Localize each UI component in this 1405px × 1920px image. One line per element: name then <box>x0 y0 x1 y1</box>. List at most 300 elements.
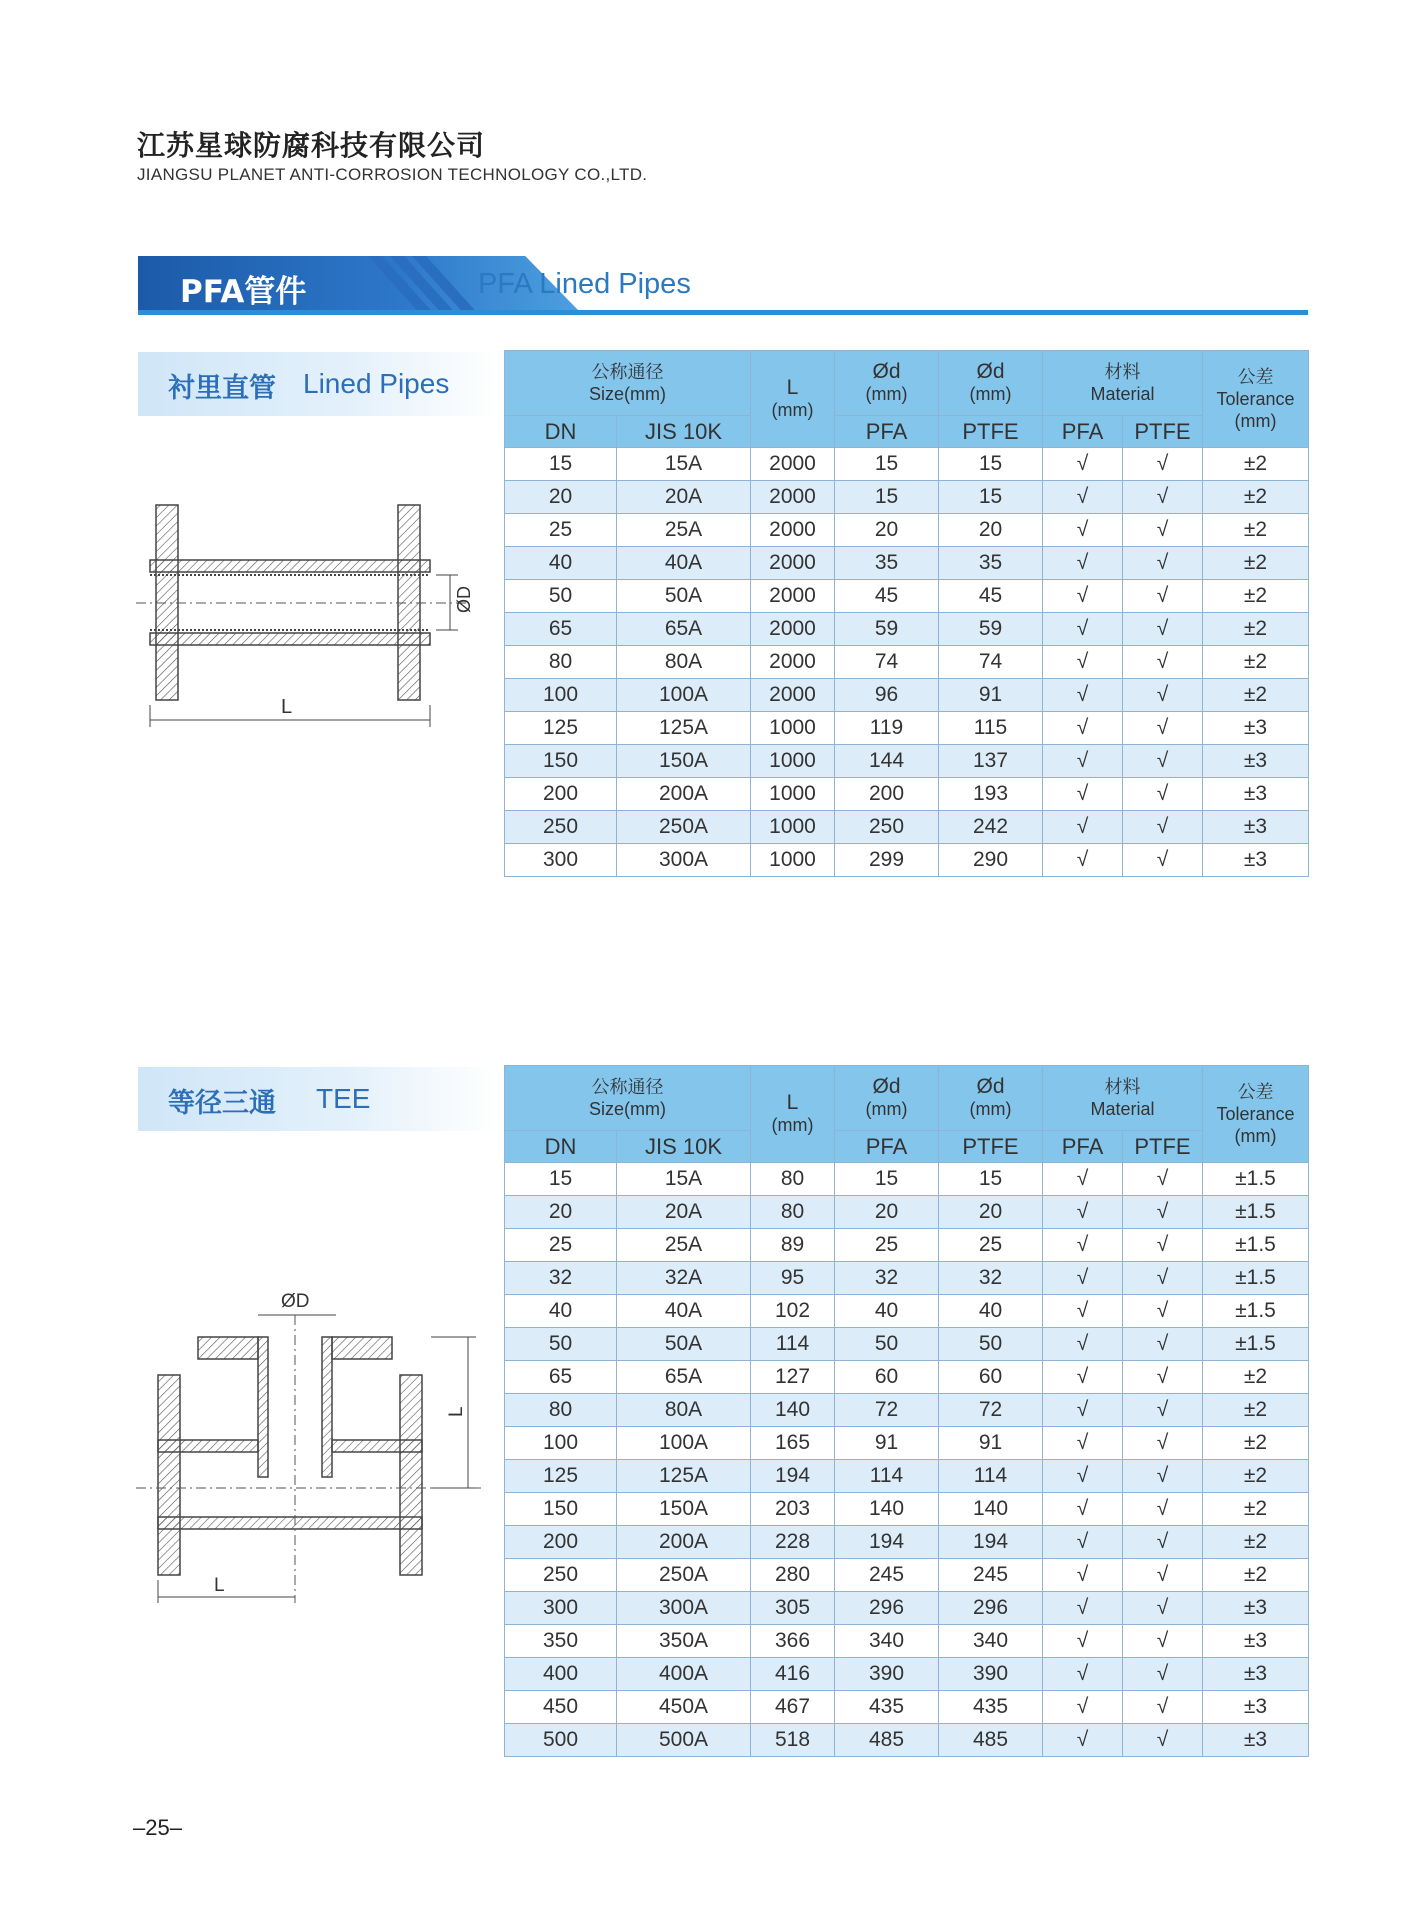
jis-cell: 400A <box>617 1658 751 1691</box>
jis-cell: 80A <box>617 1394 751 1427</box>
od-header-unit: (mm) <box>969 1099 1012 1119</box>
tolerance-cell: ±3 <box>1203 1658 1309 1691</box>
jis-cell: 15A <box>617 448 751 481</box>
lined-pipes-table <box>504 350 1309 877</box>
material-pfa-subheader: PFA <box>1043 416 1123 448</box>
table-row <box>505 1592 1309 1625</box>
jis-cell: 250A <box>617 1559 751 1592</box>
banner-title: PFA管件 <box>180 274 307 310</box>
od-ptfe-cell: 35 <box>939 547 1043 580</box>
tolerance-cell: ±3 <box>1203 844 1309 877</box>
dn-cell: 300 <box>505 1592 617 1625</box>
od-pfa-cell: 96 <box>835 679 939 712</box>
jis-cell: 20A <box>617 481 751 514</box>
od-pfa-cell: 72 <box>835 1394 939 1427</box>
material-ptfe-cell: √ <box>1123 1559 1203 1592</box>
dn-cell: 500 <box>505 1724 617 1757</box>
dn-cell: 65 <box>505 1361 617 1394</box>
material-pfa-cell: √ <box>1043 1625 1123 1658</box>
od-pfa-cell: 15 <box>835 448 939 481</box>
dn-cell: 20 <box>505 481 617 514</box>
tolerance-cell: ±2 <box>1203 1394 1309 1427</box>
size-header <box>505 351 751 416</box>
table-row <box>505 1394 1309 1427</box>
dn-cell: 200 <box>505 778 617 811</box>
table-row <box>505 1229 1309 1262</box>
length-cell: 1000 <box>751 844 835 877</box>
table-row <box>505 1526 1309 1559</box>
tolerance-cell: ±3 <box>1203 745 1309 778</box>
tee-drawing <box>136 1285 486 1605</box>
section-label-en: Lined Pipes <box>303 368 450 399</box>
tolerance-header <box>1203 1066 1309 1163</box>
dn-cell: 80 <box>505 646 617 679</box>
size-header-cn: 公称通径 <box>591 362 664 382</box>
material-pfa-cell: √ <box>1043 1361 1123 1394</box>
dn-cell: 200 <box>505 1526 617 1559</box>
material-ptfe-cell: √ <box>1123 1724 1203 1757</box>
table-row <box>505 712 1309 745</box>
length-cell: 203 <box>751 1493 835 1526</box>
length-cell: 2000 <box>751 679 835 712</box>
material-pfa-cell: √ <box>1043 646 1123 679</box>
od-ptfe-cell: 290 <box>939 844 1043 877</box>
material-ptfe-cell: √ <box>1123 1460 1203 1493</box>
tolerance-cell: ±2 <box>1203 1559 1309 1592</box>
table-row <box>505 1658 1309 1691</box>
od-ptfe-cell: 50 <box>939 1328 1043 1361</box>
tolerance-header-unit: (mm) <box>1234 1126 1277 1146</box>
length-cell: 2000 <box>751 481 835 514</box>
length-cell: 305 <box>751 1592 835 1625</box>
od-ptfe-cell: 32 <box>939 1262 1043 1295</box>
jis-cell: 65A <box>617 1361 751 1394</box>
table-row <box>505 580 1309 613</box>
od-header-label: Ød <box>976 360 1005 383</box>
tolerance-cell: ±3 <box>1203 1592 1309 1625</box>
length-cell: 1000 <box>751 745 835 778</box>
table-row <box>505 613 1309 646</box>
dn-cell: 32 <box>505 1262 617 1295</box>
od-pfa-cell: 144 <box>835 745 939 778</box>
od-pfa-cell: 245 <box>835 1559 939 1592</box>
length-cell: 114 <box>751 1328 835 1361</box>
table-row <box>505 1196 1309 1229</box>
length-label-horizontal: L <box>214 1575 225 1596</box>
material-pfa-cell: √ <box>1043 745 1123 778</box>
length-cell: 2000 <box>751 448 835 481</box>
tolerance-cell: ±1.5 <box>1203 1196 1309 1229</box>
table-row <box>505 679 1309 712</box>
section-label-en: TEE <box>316 1083 371 1114</box>
length-header-label: L <box>786 1091 799 1114</box>
od-ptfe-cell: 194 <box>939 1526 1043 1559</box>
jis-cell: 40A <box>617 547 751 580</box>
material-ptfe-cell: √ <box>1123 679 1203 712</box>
dn-cell: 125 <box>505 1460 617 1493</box>
section-banner <box>138 256 1308 318</box>
od-pfa-cell: 296 <box>835 1592 939 1625</box>
length-cell: 89 <box>751 1229 835 1262</box>
od-pfa-subheader: PFA <box>835 1131 939 1163</box>
tolerance-cell: ±2 <box>1203 514 1309 547</box>
od-pfa-cell: 15 <box>835 481 939 514</box>
length-cell: 366 <box>751 1625 835 1658</box>
material-pfa-cell: √ <box>1043 514 1123 547</box>
od-ptfe-subheader: PTFE <box>939 1131 1043 1163</box>
material-pfa-cell: √ <box>1043 613 1123 646</box>
od-ptfe-cell: 91 <box>939 679 1043 712</box>
material-ptfe-cell: √ <box>1123 514 1203 547</box>
od-ptfe-cell: 296 <box>939 1592 1043 1625</box>
tolerance-cell: ±1.5 <box>1203 1295 1309 1328</box>
company-name-cn: 江苏星球防腐科技有限公司 <box>137 129 486 162</box>
dn-cell: 50 <box>505 1328 617 1361</box>
length-header <box>751 351 835 448</box>
tolerance-cell: ±2 <box>1203 547 1309 580</box>
material-ptfe-cell: √ <box>1123 1427 1203 1460</box>
section-label-cn: 等径三通 <box>168 1088 276 1119</box>
material-header-en: Material <box>1090 1099 1155 1119</box>
material-pfa-cell: √ <box>1043 1427 1123 1460</box>
tolerance-header-unit: (mm) <box>1234 411 1277 431</box>
tolerance-header-cn: 公差 <box>1237 367 1274 387</box>
material-pfa-cell: √ <box>1043 811 1123 844</box>
tolerance-cell: ±2 <box>1203 1361 1309 1394</box>
length-cell: 1000 <box>751 712 835 745</box>
material-ptfe-cell: √ <box>1123 844 1203 877</box>
od-pfa-cell: 20 <box>835 514 939 547</box>
tolerance-header-en: Tolerance <box>1216 1104 1295 1124</box>
material-pfa-cell: √ <box>1043 712 1123 745</box>
length-cell: 95 <box>751 1262 835 1295</box>
tolerance-cell: ±1.5 <box>1203 1163 1309 1196</box>
material-ptfe-cell: √ <box>1123 1229 1203 1262</box>
tolerance-header-cn: 公差 <box>1237 1082 1274 1102</box>
material-ptfe-cell: √ <box>1123 613 1203 646</box>
material-ptfe-cell: √ <box>1123 1592 1203 1625</box>
length-cell: 1000 <box>751 811 835 844</box>
dn-cell: 250 <box>505 1559 617 1592</box>
od-ptfe-cell: 115 <box>939 712 1043 745</box>
od-ptfe-cell: 45 <box>939 580 1043 613</box>
table-row <box>505 1724 1309 1757</box>
tolerance-cell: ±1.5 <box>1203 1262 1309 1295</box>
length-cell: 416 <box>751 1658 835 1691</box>
material-header-cn: 材料 <box>1104 1077 1141 1097</box>
material-pfa-cell: √ <box>1043 1262 1123 1295</box>
od-pfa-cell: 194 <box>835 1526 939 1559</box>
dn-cell: 100 <box>505 1427 617 1460</box>
od-pfa-cell: 299 <box>835 844 939 877</box>
table-row <box>505 1460 1309 1493</box>
length-header-unit: (mm) <box>771 400 814 420</box>
tolerance-cell: ±2 <box>1203 1460 1309 1493</box>
jis-cell: 250A <box>617 811 751 844</box>
material-pfa-cell: √ <box>1043 448 1123 481</box>
tolerance-cell: ±2 <box>1203 448 1309 481</box>
tolerance-cell: ±3 <box>1203 712 1309 745</box>
od-pfa-cell: 390 <box>835 1658 939 1691</box>
size-header-cn: 公称通径 <box>591 1077 664 1097</box>
material-ptfe-cell: √ <box>1123 745 1203 778</box>
length-cell: 165 <box>751 1427 835 1460</box>
tolerance-cell: ±3 <box>1203 1625 1309 1658</box>
od-pfa-cell: 340 <box>835 1625 939 1658</box>
od-pfa-cell: 45 <box>835 580 939 613</box>
table-row <box>505 1691 1309 1724</box>
length-header-label: L <box>786 376 799 399</box>
jis-cell: 40A <box>617 1295 751 1328</box>
table-body <box>505 1163 1309 1757</box>
od-pfa-header <box>835 351 939 416</box>
material-ptfe-cell: √ <box>1123 1196 1203 1229</box>
dn-cell: 350 <box>505 1625 617 1658</box>
length-cell: 467 <box>751 1691 835 1724</box>
section-label-tee <box>138 1067 498 1131</box>
od-ptfe-cell: 137 <box>939 745 1043 778</box>
material-pfa-cell: √ <box>1043 1394 1123 1427</box>
material-ptfe-cell: √ <box>1123 778 1203 811</box>
od-ptfe-cell: 15 <box>939 481 1043 514</box>
table-row <box>505 1328 1309 1361</box>
material-pfa-cell: √ <box>1043 1724 1123 1757</box>
od-ptfe-cell: 242 <box>939 811 1043 844</box>
od-pfa-cell: 20 <box>835 1196 939 1229</box>
tolerance-cell: ±2 <box>1203 1493 1309 1526</box>
table-header-row <box>505 351 1309 416</box>
od-header-label: Ød <box>872 1075 901 1098</box>
jis-cell: 80A <box>617 646 751 679</box>
jis-cell: 125A <box>617 712 751 745</box>
jis-cell: 100A <box>617 1427 751 1460</box>
od-header-label: Ød <box>872 360 901 383</box>
od-header-label: Ød <box>976 1075 1005 1098</box>
dn-cell: 400 <box>505 1658 617 1691</box>
length-cell: 2000 <box>751 514 835 547</box>
material-ptfe-cell: √ <box>1123 481 1203 514</box>
material-pfa-cell: √ <box>1043 1295 1123 1328</box>
jis-cell: 350A <box>617 1625 751 1658</box>
tolerance-cell: ±2 <box>1203 646 1309 679</box>
table-row <box>505 1559 1309 1592</box>
od-pfa-cell: 435 <box>835 1691 939 1724</box>
material-ptfe-cell: √ <box>1123 580 1203 613</box>
length-cell: 2000 <box>751 613 835 646</box>
section-label-cn: 衬里直管 <box>168 373 276 404</box>
table-row <box>505 745 1309 778</box>
material-ptfe-cell: √ <box>1123 1394 1203 1427</box>
od-ptfe-header <box>939 1066 1043 1131</box>
dn-cell: 65 <box>505 613 617 646</box>
length-cell: 80 <box>751 1163 835 1196</box>
od-ptfe-cell: 435 <box>939 1691 1043 1724</box>
table-row <box>505 1262 1309 1295</box>
length-cell: 228 <box>751 1526 835 1559</box>
material-ptfe-cell: √ <box>1123 1526 1203 1559</box>
material-ptfe-cell: √ <box>1123 448 1203 481</box>
od-ptfe-cell: 59 <box>939 613 1043 646</box>
od-ptfe-cell: 15 <box>939 448 1043 481</box>
material-pfa-cell: √ <box>1043 1196 1123 1229</box>
od-ptfe-cell: 74 <box>939 646 1043 679</box>
od-ptfe-cell: 193 <box>939 778 1043 811</box>
jis-header: JIS 10K <box>617 1131 751 1163</box>
dn-cell: 100 <box>505 679 617 712</box>
banner-underline <box>138 310 1308 315</box>
material-pfa-cell: √ <box>1043 1592 1123 1625</box>
table-row <box>505 547 1309 580</box>
length-cell: 1000 <box>751 778 835 811</box>
od-ptfe-cell: 114 <box>939 1460 1043 1493</box>
tolerance-cell: ±2 <box>1203 679 1309 712</box>
jis-cell: 25A <box>617 1229 751 1262</box>
length-cell: 518 <box>751 1724 835 1757</box>
size-header <box>505 1066 751 1131</box>
jis-cell: 450A <box>617 1691 751 1724</box>
material-pfa-cell: √ <box>1043 1493 1123 1526</box>
od-header-unit: (mm) <box>865 384 908 404</box>
od-pfa-cell: 91 <box>835 1427 939 1460</box>
table-row <box>505 481 1309 514</box>
length-header-unit: (mm) <box>771 1115 814 1135</box>
dn-cell: 40 <box>505 547 617 580</box>
jis-header: JIS 10K <box>617 416 751 448</box>
material-header <box>1043 351 1203 416</box>
length-cell: 102 <box>751 1295 835 1328</box>
od-pfa-cell: 140 <box>835 1493 939 1526</box>
length-cell: 127 <box>751 1361 835 1394</box>
od-pfa-cell: 74 <box>835 646 939 679</box>
dn-cell: 50 <box>505 580 617 613</box>
material-pfa-cell: √ <box>1043 1229 1123 1262</box>
table-header-row <box>505 1066 1309 1131</box>
table-body <box>505 448 1309 877</box>
material-pfa-cell: √ <box>1043 547 1123 580</box>
material-ptfe-subheader: PTFE <box>1123 416 1203 448</box>
od-header-unit: (mm) <box>865 1099 908 1119</box>
jis-cell: 500A <box>617 1724 751 1757</box>
material-pfa-subheader: PFA <box>1043 1131 1123 1163</box>
length-cell: 80 <box>751 1196 835 1229</box>
dn-cell: 25 <box>505 1229 617 1262</box>
length-cell: 2000 <box>751 580 835 613</box>
jis-cell: 150A <box>617 745 751 778</box>
jis-cell: 150A <box>617 1493 751 1526</box>
length-label-vertical: L <box>446 1406 467 1417</box>
material-ptfe-subheader: PTFE <box>1123 1131 1203 1163</box>
od-pfa-subheader: PFA <box>835 416 939 448</box>
od-pfa-cell: 60 <box>835 1361 939 1394</box>
dn-header: DN <box>505 1131 617 1163</box>
od-pfa-header <box>835 1066 939 1131</box>
od-pfa-cell: 32 <box>835 1262 939 1295</box>
od-pfa-cell: 114 <box>835 1460 939 1493</box>
material-pfa-cell: √ <box>1043 1328 1123 1361</box>
dn-cell: 150 <box>505 1493 617 1526</box>
jis-cell: 32A <box>617 1262 751 1295</box>
od-pfa-cell: 59 <box>835 613 939 646</box>
od-header-unit: (mm) <box>969 384 1012 404</box>
tolerance-header-en: Tolerance <box>1216 389 1295 409</box>
material-pfa-cell: √ <box>1043 1460 1123 1493</box>
od-ptfe-cell: 140 <box>939 1493 1043 1526</box>
od-ptfe-cell: 60 <box>939 1361 1043 1394</box>
table-row <box>505 1427 1309 1460</box>
table-row <box>505 1295 1309 1328</box>
table-row <box>505 1625 1309 1658</box>
size-header-en: Size(mm) <box>589 1099 666 1119</box>
table-subheader-row <box>505 1131 1309 1163</box>
od-ptfe-cell: 15 <box>939 1163 1043 1196</box>
length-cell: 2000 <box>751 547 835 580</box>
material-ptfe-cell: √ <box>1123 1262 1203 1295</box>
material-header <box>1043 1066 1203 1131</box>
od-ptfe-cell: 40 <box>939 1295 1043 1328</box>
jis-cell: 300A <box>617 844 751 877</box>
jis-cell: 200A <box>617 778 751 811</box>
material-pfa-cell: √ <box>1043 1559 1123 1592</box>
tee-table <box>504 1065 1309 1757</box>
tolerance-cell: ±3 <box>1203 1724 1309 1757</box>
jis-cell: 100A <box>617 679 751 712</box>
dn-cell: 125 <box>505 712 617 745</box>
material-pfa-cell: √ <box>1043 679 1123 712</box>
material-ptfe-cell: √ <box>1123 547 1203 580</box>
material-pfa-cell: √ <box>1043 1691 1123 1724</box>
diameter-label: ØD <box>281 1291 310 1312</box>
size-header-en: Size(mm) <box>589 384 666 404</box>
table-row <box>505 844 1309 877</box>
dn-cell: 300 <box>505 844 617 877</box>
table-row <box>505 1493 1309 1526</box>
tolerance-header <box>1203 351 1309 448</box>
od-pfa-cell: 200 <box>835 778 939 811</box>
od-pfa-cell: 35 <box>835 547 939 580</box>
dn-cell: 150 <box>505 745 617 778</box>
material-ptfe-cell: √ <box>1123 1625 1203 1658</box>
od-ptfe-header <box>939 351 1043 416</box>
material-ptfe-cell: √ <box>1123 1295 1203 1328</box>
tolerance-cell: ±2 <box>1203 481 1309 514</box>
material-pfa-cell: √ <box>1043 481 1123 514</box>
material-pfa-cell: √ <box>1043 844 1123 877</box>
tolerance-cell: ±1.5 <box>1203 1328 1309 1361</box>
material-ptfe-cell: √ <box>1123 1328 1203 1361</box>
dn-cell: 40 <box>505 1295 617 1328</box>
tolerance-cell: ±2 <box>1203 580 1309 613</box>
table-row <box>505 1361 1309 1394</box>
od-ptfe-cell: 340 <box>939 1625 1043 1658</box>
banner-subtitle: PFA Lined Pipes <box>478 268 691 300</box>
od-ptfe-cell: 245 <box>939 1559 1043 1592</box>
od-ptfe-cell: 25 <box>939 1229 1043 1262</box>
od-pfa-cell: 40 <box>835 1295 939 1328</box>
material-ptfe-cell: √ <box>1123 1361 1203 1394</box>
od-pfa-cell: 250 <box>835 811 939 844</box>
dn-cell: 450 <box>505 1691 617 1724</box>
material-ptfe-cell: √ <box>1123 1691 1203 1724</box>
diameter-label: ØD <box>454 586 474 613</box>
material-header-cn: 材料 <box>1104 362 1141 382</box>
od-pfa-cell: 15 <box>835 1163 939 1196</box>
od-ptfe-subheader: PTFE <box>939 416 1043 448</box>
od-ptfe-cell: 20 <box>939 1196 1043 1229</box>
jis-cell: 65A <box>617 613 751 646</box>
material-pfa-cell: √ <box>1043 1163 1123 1196</box>
tolerance-cell: ±2 <box>1203 1427 1309 1460</box>
material-pfa-cell: √ <box>1043 580 1123 613</box>
